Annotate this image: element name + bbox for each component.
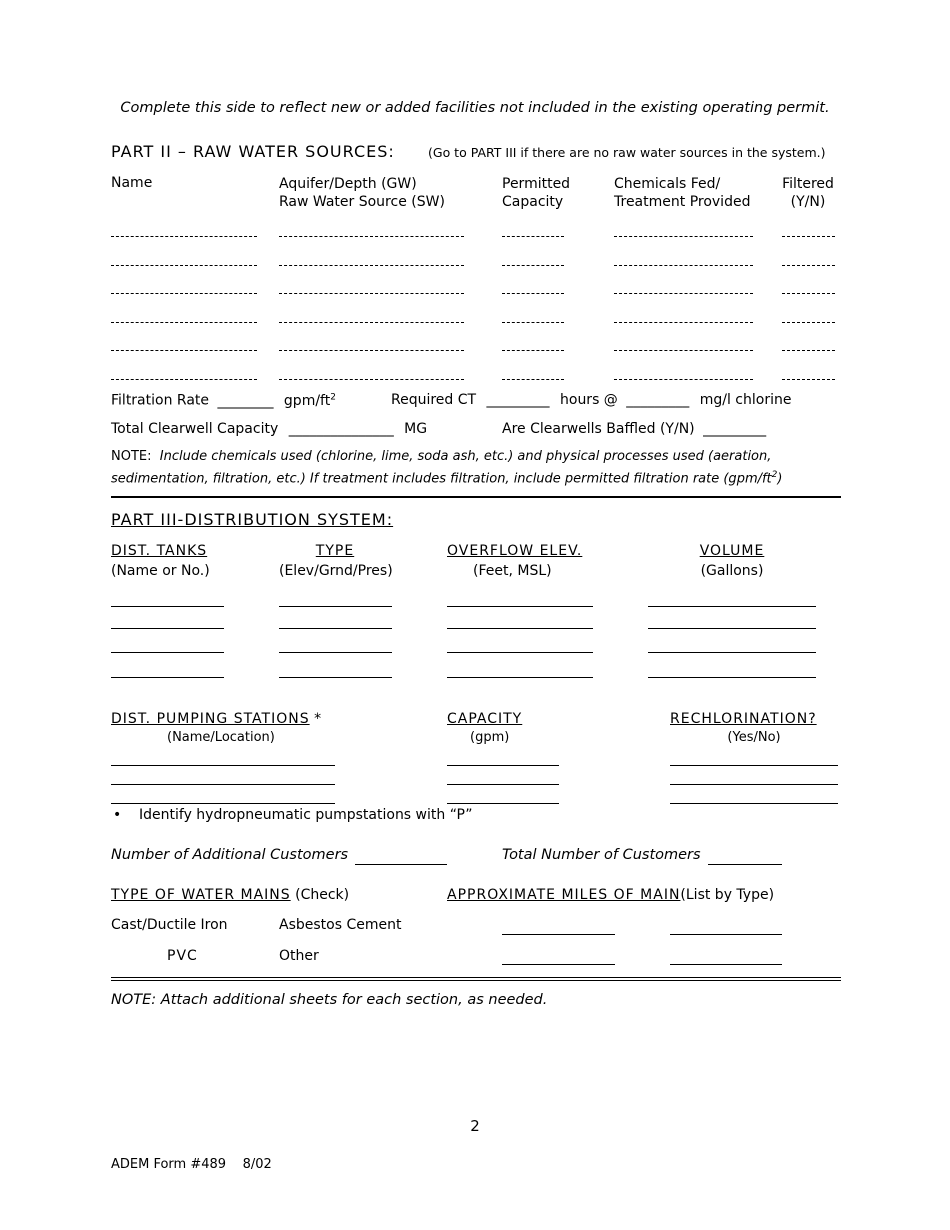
total-customers-label: Total Number of Customers: [502, 847, 701, 863]
col-capacity-line2: Capacity: [502, 194, 564, 210]
clearwell-row: [111, 421, 427, 437]
raw-source-name-field[interactable]: [111, 265, 257, 266]
raw-source-chemicals-field[interactable]: [614, 236, 753, 237]
col-aquifer-line1: Aquifer/Depth (GW): [279, 176, 417, 192]
bullet: •: [113, 807, 122, 823]
raw-source-chemicals-field[interactable]: [614, 350, 753, 351]
col-filtered-line2: (Y/N): [790, 194, 826, 210]
note-close: ): [777, 471, 783, 487]
other-label: Other: [279, 948, 319, 964]
filtration-unit-text: gpm/ft: [283, 392, 331, 409]
miles-field-4[interactable]: [670, 964, 782, 965]
part3-title: PART III-DISTRIBUTION SYSTEM:: [111, 510, 394, 529]
pump-subheader: (Name/Location): [167, 730, 275, 745]
clearwell-field[interactable]: _______________: [288, 421, 394, 437]
raw-source-aquifer-field[interactable]: [279, 293, 464, 294]
tank-name-field[interactable]: [111, 652, 224, 653]
overflow-elev-field[interactable]: [447, 677, 593, 678]
pump-station-field[interactable]: [111, 784, 335, 785]
mains-header: [111, 887, 349, 903]
pump-header-star: *: [314, 711, 322, 727]
raw-source-name-field[interactable]: [111, 379, 257, 380]
double-rule-top: [111, 977, 841, 978]
baffled-label: Are Clearwells Baffled (Y/N): [502, 421, 695, 437]
tanks-subheader: (Name or No.): [111, 563, 210, 579]
cast-iron-label: Cast/Ductile Iron: [111, 917, 228, 933]
additional-customers-field[interactable]: [355, 864, 447, 865]
tank-type-field[interactable]: [279, 652, 392, 653]
tank-type-field[interactable]: [279, 628, 392, 629]
miles-header-text: APPROXIMATE MILES OF MAIN: [447, 887, 681, 903]
clearwell-unit: MG: [404, 421, 428, 437]
double-rule-bottom: [111, 980, 841, 981]
intro-text: Complete this side to reflect new or added facilities not included in the existing operating permit.: [120, 100, 830, 116]
clearwell-label: Total Clearwell Capacity: [111, 421, 279, 437]
col-chemicals-line2: Treatment Provided: [614, 194, 751, 210]
filtration-unit-sup: 2: [330, 392, 336, 402]
col-chemicals-header: [614, 175, 750, 211]
volume-subheader: (Gallons): [700, 563, 764, 579]
filtration-rate-row: [111, 392, 336, 409]
pump-capacity-field[interactable]: [447, 784, 559, 785]
col-filtered-line1: Filtered: [782, 176, 834, 192]
raw-source-filtered-field[interactable]: [782, 236, 835, 237]
footer-note: NOTE: Attach additional sheets for each section, as needed.: [111, 992, 548, 1008]
rechlorination-field[interactable]: [670, 803, 838, 804]
hours-field[interactable]: _________: [626, 392, 690, 408]
type-header: TYPE: [315, 543, 355, 559]
pump-station-field[interactable]: [111, 765, 335, 766]
raw-source-chemicals-field[interactable]: [614, 322, 753, 323]
overflow-elev-field[interactable]: [447, 652, 593, 653]
miles-list: (List by Type): [680, 887, 775, 903]
col-filtered-header: [776, 175, 840, 211]
raw-source-capacity-field[interactable]: [502, 236, 564, 237]
tank-name-field[interactable]: [111, 677, 224, 678]
rechlorination-field[interactable]: [670, 765, 838, 766]
overflow-subheader: (Feet, MSL): [473, 563, 552, 579]
col-capacity-header: [502, 175, 570, 211]
raw-source-aquifer-field[interactable]: [279, 265, 464, 266]
filtration-rate-field[interactable]: ________: [217, 392, 274, 409]
raw-source-aquifer-field[interactable]: [279, 350, 464, 351]
tank-name-field[interactable]: [111, 606, 224, 607]
section-divider: [111, 496, 841, 498]
mains-header-text: TYPE OF WATER MAINS: [111, 887, 291, 903]
col-capacity-line1: Permitted: [502, 176, 571, 192]
required-ct-row: [391, 392, 791, 408]
raw-source-filtered-field[interactable]: [782, 293, 835, 294]
rechlor-header: RECHLORINATION?: [670, 711, 817, 727]
bullet-text: Identify hydropneumatic pumpstations with “P”: [139, 807, 473, 823]
tank-name-field[interactable]: [111, 628, 224, 629]
rechlor-subheader: (Yes/No): [727, 730, 781, 745]
raw-source-name-field[interactable]: [111, 293, 257, 294]
note-line1: [111, 448, 782, 466]
raw-source-name-field[interactable]: [111, 322, 257, 323]
pump-capacity-field[interactable]: [447, 803, 559, 804]
raw-source-aquifer-field[interactable]: [279, 322, 464, 323]
raw-source-filtered-field[interactable]: [782, 379, 835, 380]
miles-field-2[interactable]: [670, 934, 782, 935]
overflow-header: OVERFLOW ELEV.: [447, 543, 583, 559]
col-name-header: Name: [111, 175, 153, 191]
tank-type-field[interactable]: [279, 677, 392, 678]
note-label: NOTE:: [111, 449, 152, 464]
volume-field[interactable]: [648, 628, 816, 629]
pvc-label: PVC: [167, 948, 198, 964]
filtration-rate-label: Filtration Rate: [111, 392, 210, 409]
rechlorination-field[interactable]: [670, 784, 838, 785]
col-aquifer-header: [279, 175, 445, 211]
raw-source-name-field[interactable]: [111, 236, 257, 237]
total-customers-field[interactable]: [708, 864, 782, 865]
note-line2: [111, 466, 782, 488]
required-ct-field[interactable]: _________: [486, 392, 550, 408]
raw-source-filtered-field[interactable]: [782, 350, 835, 351]
raw-source-name-field[interactable]: [111, 350, 257, 351]
note-text-1: Include chemicals used (chlorine, lime, soda ash, etc.) and physical processes used (aeration,: [159, 449, 772, 464]
capacity-header: CAPACITY: [447, 711, 523, 727]
form-id: ADEM Form #489 8/02: [111, 1157, 272, 1172]
overflow-elev-field[interactable]: [447, 606, 593, 607]
raw-source-capacity-field[interactable]: [502, 379, 564, 380]
raw-source-chemicals-field[interactable]: [614, 265, 753, 266]
note-sup: 2: [771, 470, 778, 480]
part2-note-block: [111, 448, 782, 488]
raw-source-capacity-field[interactable]: [502, 265, 564, 266]
miles-field-3[interactable]: [502, 964, 615, 965]
page-number: 2: [470, 1117, 480, 1135]
raw-source-capacity-field[interactable]: [502, 322, 564, 323]
note-text-2: sedimentation, filtration, etc.) If treatment includes filtration, include permitted filtration rate (gpm/ft: [111, 471, 772, 487]
raw-source-filtered-field[interactable]: [782, 265, 835, 266]
volume-field[interactable]: [648, 677, 816, 678]
miles-header: [447, 887, 774, 903]
raw-source-chemicals-field[interactable]: [614, 293, 753, 294]
pump-header: [111, 711, 321, 727]
raw-source-aquifer-field[interactable]: [279, 236, 464, 237]
col-aquifer-line2: Raw Water Source (SW): [279, 194, 445, 210]
tank-type-field[interactable]: [279, 606, 392, 607]
pump-header-text: DIST. PUMPING STATIONS: [111, 711, 310, 727]
type-subheader: (Elev/Grnd/Pres): [279, 563, 393, 579]
required-ct-label: Required CT: [391, 392, 477, 408]
hours-label: hours @: [560, 392, 618, 408]
baffled-row: [502, 421, 766, 437]
raw-source-filtered-field[interactable]: [782, 322, 835, 323]
tanks-header: DIST. TANKS: [111, 543, 208, 559]
miles-field-1[interactable]: [502, 934, 615, 935]
mgl-label: mg/l chlorine: [699, 392, 792, 408]
part2-note: (Go to PART III if there are no raw water sources in the system.): [428, 145, 826, 160]
mains-check: (Check): [295, 887, 350, 903]
baffled-field[interactable]: _________: [703, 421, 767, 437]
volume-header: VOLUME: [699, 543, 765, 559]
filtration-rate-unit: [284, 393, 336, 409]
col-chemicals-line1: Chemicals Fed/: [614, 176, 721, 192]
part2-title: PART II – RAW WATER SOURCES:: [111, 142, 395, 161]
raw-source-capacity-field[interactable]: [502, 350, 564, 351]
raw-source-chemicals-field[interactable]: [614, 379, 753, 380]
raw-source-capacity-field[interactable]: [502, 293, 564, 294]
asbestos-label: Asbestos Cement: [279, 917, 402, 933]
volume-field[interactable]: [648, 606, 816, 607]
pump-station-field[interactable]: [111, 803, 335, 804]
pump-capacity-field[interactable]: [447, 765, 559, 766]
overflow-elev-field[interactable]: [447, 628, 593, 629]
volume-field[interactable]: [648, 652, 816, 653]
additional-customers-label: Number of Additional Customers: [111, 847, 349, 863]
raw-source-aquifer-field[interactable]: [279, 379, 464, 380]
capacity-subheader: (gpm): [470, 730, 510, 745]
